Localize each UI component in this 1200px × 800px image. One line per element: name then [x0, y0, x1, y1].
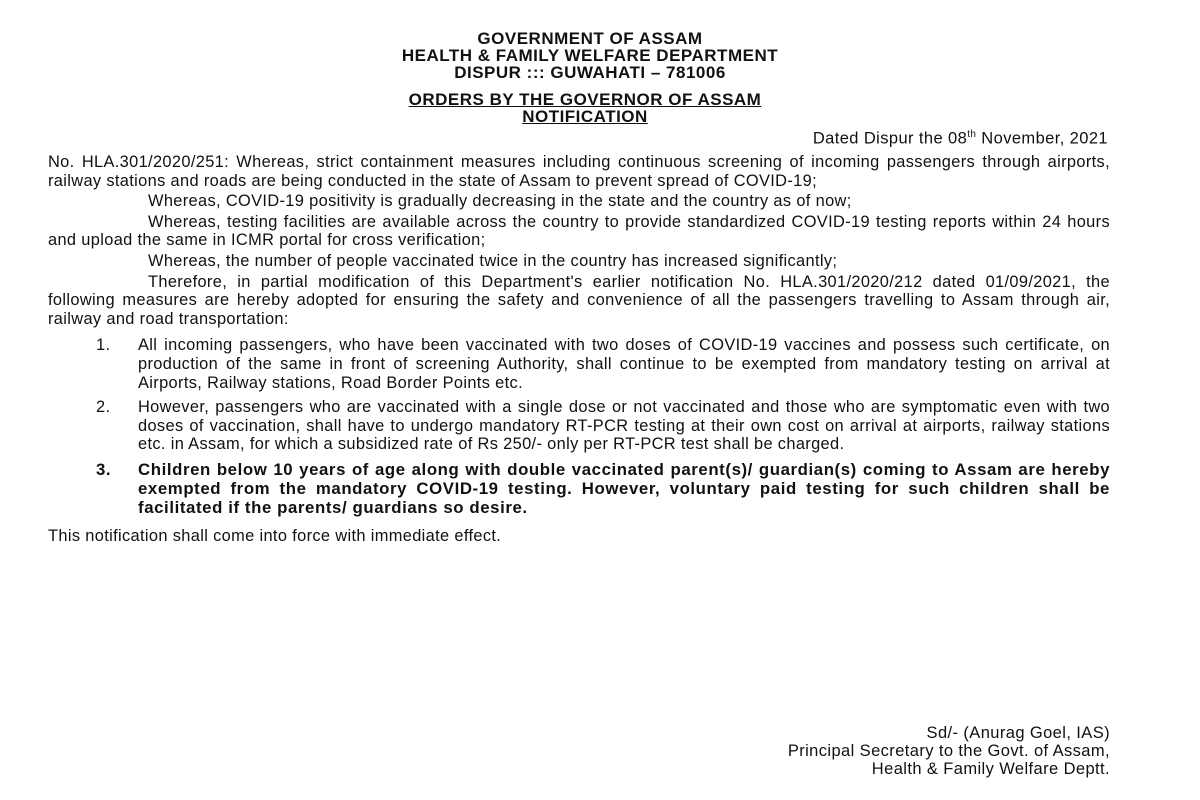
- list-item-number: 1.: [96, 336, 111, 355]
- letterhead-address: DISPUR ::: GUWAHATI – 781006: [454, 63, 726, 82]
- list-item-number: 3.: [96, 459, 112, 479]
- signature-name: Sd/- (Anurag Goel, IAS): [926, 724, 1110, 742]
- letterhead: [0, 30, 1180, 81]
- letterhead-department: HEALTH & FAMILY WELFARE DEPARTMENT: [401, 46, 779, 65]
- letterhead-government: GOVERNMENT OF ASSAM: [477, 29, 703, 48]
- list-item-text: However, passengers who are vaccinated with a single dose or not vaccinated and those who are symptomatic even with two doses of vaccination, shall have to undergo mandatory RT-PCR testing at their own cost on arrival at airports, railway stations etc. in Assam, for which a subsidized rate of Rs 250/- only per RT-PCR test shall be charged.: [138, 398, 1110, 454]
- date-prefix: Dated Dispur the 08: [812, 129, 968, 148]
- date-line: [813, 129, 1108, 149]
- notification-body: [48, 153, 1110, 548]
- paragraph-vaccinated: Whereas, the number of people vaccinated twice in the country has increased significantly;: [148, 251, 838, 270]
- list-item-number: 2.: [96, 398, 111, 417]
- signature-block: [788, 724, 1110, 778]
- list-item-text: Children below 10 years of age along with double vaccinated parent(s)/ guardian(s) coming to Assam are hereby exempted from the mandatory COVID-19 testing. However, voluntary paid testing for such children shall be facilitated if the parents/ guardians so desire.: [138, 459, 1110, 517]
- list-item: [48, 460, 1110, 517]
- closing-statement: This notification shall come into force with immediate effect.: [48, 526, 502, 545]
- signature-designation: Principal Secretary to the Govt. of Assam,: [787, 742, 1110, 760]
- paragraph-testing: Whereas, testing facilities are available across the country to provide standardized COVID-19 testing reports within 24 hours and upload the same in ICMR portal for cross verification;: [48, 212, 1110, 250]
- orders-heading: [0, 91, 1170, 125]
- list-item: [48, 336, 1110, 392]
- list-item: [48, 398, 1110, 454]
- list-item-text: All incoming passengers, who have been vaccinated with two doses of COVID-19 vaccines and possess such certificate, on production of the same in front of screening Authority, shall continue to be exempted from mandatory testing on arrival at Airports, Railway stations, Road Border Points etc.: [138, 336, 1110, 392]
- signature-department: Health & Family Welfare Deptt.: [871, 760, 1110, 778]
- orders-title: ORDERS BY THE GOVERNOR OF ASSAM: [408, 90, 762, 109]
- notification-title: NOTIFICATION: [522, 107, 648, 126]
- paragraph-reference: No. HLA.301/2020/251: Whereas, strict containment measures including continuous screening of incoming passengers through airports, railway stations and roads are being conducted in the state of Assam to prevent spread of COVID-19;: [48, 153, 1110, 190]
- date-rest: November, 2021: [976, 129, 1108, 148]
- measures-list: [48, 336, 1110, 517]
- date-ordinal-suffix: th: [967, 129, 977, 140]
- paragraph-positivity: Whereas, COVID-19 positivity is gradually decreasing in the state and the country as of now;: [148, 192, 852, 211]
- paragraph-therefore: Therefore, in partial modification of this Department's earlier notification No. HLA.301/2020/212 dated 01/09/2021, the following measures are hereby adopted for ensuring the safety and convenience of all the passengers travelling to Assam through air, railway and road transportation:: [48, 272, 1110, 328]
